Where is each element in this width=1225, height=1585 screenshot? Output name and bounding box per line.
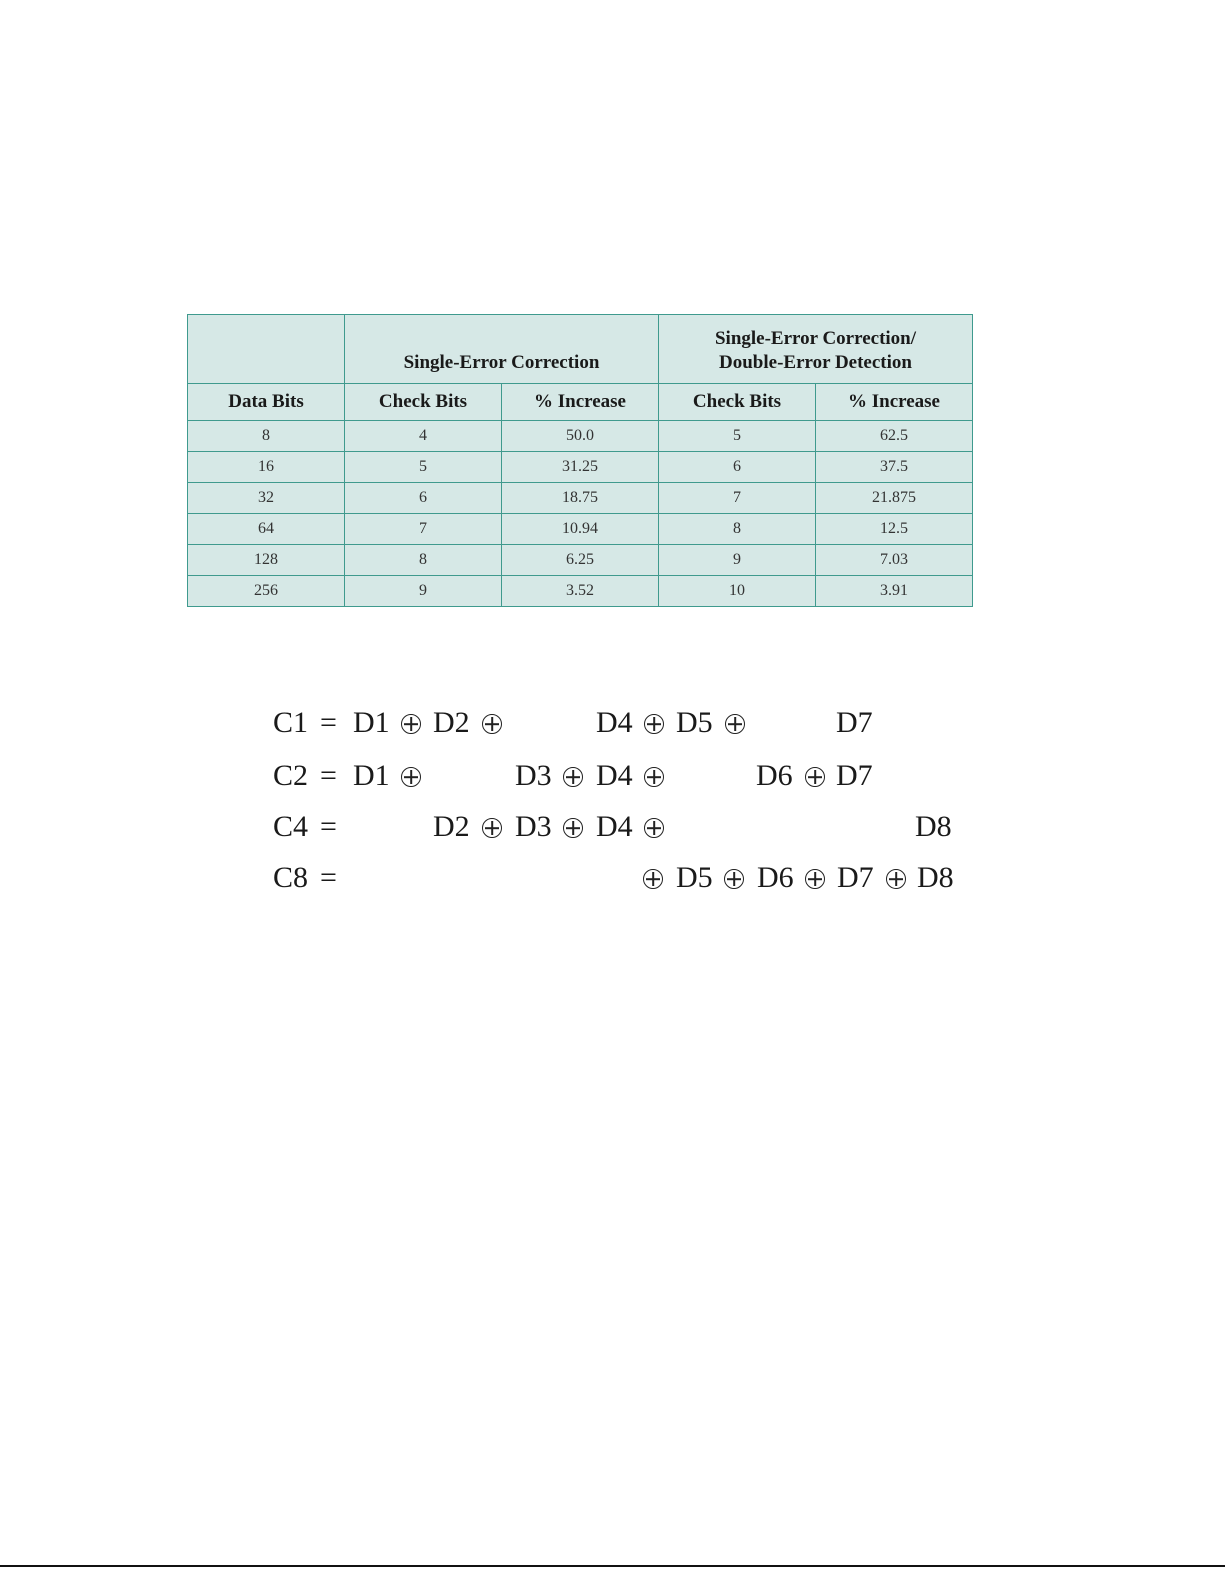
equation-lhs: C4 [273, 810, 309, 843]
equation-term: D5 [676, 706, 713, 739]
cell-sec-increase: 3.52 [502, 576, 659, 607]
equation-lhs: C8 [273, 861, 309, 894]
table-row [188, 452, 973, 483]
xor-icon [482, 714, 502, 734]
xor-icon [805, 767, 825, 787]
equation-term: D7 [836, 759, 873, 792]
secded-group-header-line-2: Double-Error Detection [719, 352, 912, 373]
secded-group-header [659, 315, 973, 384]
xor-icon [644, 818, 664, 838]
table-row [188, 514, 973, 545]
cell-secded-increase: 37.5 [816, 452, 973, 483]
xor-icon [401, 714, 421, 734]
cell-data-bits: 32 [188, 483, 345, 514]
bottom-divider [0, 1565, 1225, 1567]
equation-term: D2 [433, 706, 470, 739]
cell-sec-increase: 10.94 [502, 514, 659, 545]
cell-sec-check-bits: 6 [345, 483, 502, 514]
equals-sign: = [320, 810, 337, 843]
cell-sec-check-bits: 7 [345, 514, 502, 545]
equation-term: D3 [515, 759, 552, 792]
table-body [188, 421, 973, 607]
secded-group-header-line-1: Single-Error Correction/ [714, 328, 917, 349]
cell-sec-increase: 6.25 [502, 545, 659, 576]
xor-icon [401, 767, 421, 787]
xor-icon [886, 869, 906, 889]
cell-secded-increase: 21.875 [816, 483, 973, 514]
cell-data-bits: 64 [188, 514, 345, 545]
cell-sec-increase: 18.75 [502, 483, 659, 514]
cell-secded-check-bits: 7 [659, 483, 816, 514]
equation-term: D8 [917, 861, 954, 894]
equals-sign: = [320, 706, 337, 739]
equation-term: D2 [433, 810, 470, 843]
table-row [188, 483, 973, 514]
equation-term: D8 [915, 810, 952, 843]
column-header-sec-increase: % Increase [502, 384, 659, 421]
xor-icon [644, 714, 664, 734]
cell-secded-increase: 7.03 [816, 545, 973, 576]
sec-group-header-line: Single-Error Correction [403, 352, 600, 373]
xor-icon [643, 869, 663, 889]
cell-secded-check-bits: 8 [659, 514, 816, 545]
xor-icon [563, 767, 583, 787]
empty-corner-cell [188, 315, 345, 384]
xor-icon [725, 714, 745, 734]
check-bits-table-container [187, 314, 972, 607]
column-header-row [188, 384, 973, 421]
xor-icon [482, 818, 502, 838]
column-header-data-bits: Data Bits [188, 384, 345, 421]
cell-secded-check-bits: 10 [659, 576, 816, 607]
cell-sec-check-bits: 8 [345, 545, 502, 576]
table-row [188, 545, 973, 576]
equation-term: D6 [757, 861, 794, 894]
cell-data-bits: 128 [188, 545, 345, 576]
cell-sec-check-bits: 4 [345, 421, 502, 452]
equation-term: D6 [756, 759, 793, 792]
column-header-secded-increase: % Increase [816, 384, 973, 421]
equation-lhs: C2 [273, 759, 309, 792]
cell-sec-increase: 50.0 [502, 421, 659, 452]
xor-icon [563, 818, 583, 838]
equation-lhs: C1 [273, 706, 309, 739]
equation-term: D7 [837, 861, 874, 894]
cell-sec-check-bits: 9 [345, 576, 502, 607]
cell-secded-increase: 12.5 [816, 514, 973, 545]
equals-sign: = [320, 759, 337, 792]
column-header-sec-check-bits: Check Bits [345, 384, 502, 421]
cell-sec-check-bits: 5 [345, 452, 502, 483]
cell-data-bits: 8 [188, 421, 345, 452]
column-header-secded-check-bits: Check Bits [659, 384, 816, 421]
table-row [188, 576, 973, 607]
cell-secded-check-bits: 9 [659, 545, 816, 576]
group-header-row [188, 315, 973, 384]
equals-sign: = [320, 861, 337, 894]
cell-data-bits: 256 [188, 576, 345, 607]
equation-term: D5 [676, 861, 713, 894]
equation-term: D7 [836, 706, 873, 739]
xor-icon [724, 869, 744, 889]
table-row [188, 421, 973, 452]
check-bits-table [187, 314, 973, 607]
xor-icon [644, 767, 664, 787]
cell-secded-check-bits: 5 [659, 421, 816, 452]
cell-secded-check-bits: 6 [659, 452, 816, 483]
equation-term: D4 [596, 759, 633, 792]
cell-data-bits: 16 [188, 452, 345, 483]
equation-term: D1 [353, 706, 390, 739]
equation-term: D4 [596, 706, 633, 739]
equation-term: D3 [515, 810, 552, 843]
cell-secded-increase: 3.91 [816, 576, 973, 607]
equation-term: D4 [596, 810, 633, 843]
sec-group-header [345, 315, 659, 384]
cell-sec-increase: 31.25 [502, 452, 659, 483]
xor-icon [805, 869, 825, 889]
cell-secded-increase: 62.5 [816, 421, 973, 452]
equation-term: D1 [353, 759, 390, 792]
